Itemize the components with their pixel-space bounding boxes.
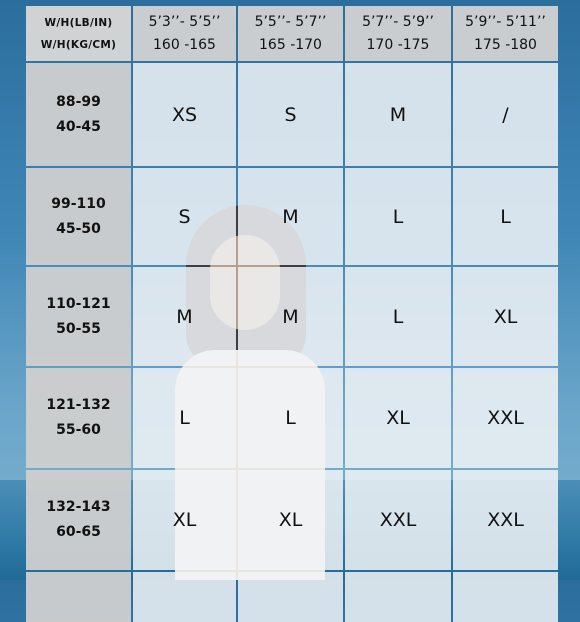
height-imperial: 5’3’’- 5’5’’	[148, 13, 221, 30]
size-cell: L	[133, 368, 236, 468]
size-cell: M	[133, 267, 236, 366]
size-cell: S	[238, 63, 343, 166]
weight-header-4	[26, 368, 131, 468]
weight-header-1	[26, 63, 131, 166]
corner-line-metric: W/H(KG/CM)	[40, 38, 117, 51]
size-cell: S	[133, 168, 236, 265]
size-cell: L	[345, 267, 451, 366]
size-cell: XXL	[453, 470, 558, 570]
height-header-2	[238, 6, 343, 61]
weight-kg: 40-45	[56, 118, 101, 135]
weight-header-3	[26, 267, 131, 366]
size-cell: XL	[345, 368, 451, 468]
size-cell: /	[453, 63, 558, 166]
weight-lb: 99-110	[51, 195, 106, 212]
corner-header	[26, 6, 131, 61]
height-imperial: 5’7’’- 5’9’’	[362, 13, 434, 30]
height-metric: 175 -180	[474, 36, 537, 53]
weight-lb: 110-121	[46, 295, 111, 312]
size-cell: M	[345, 63, 451, 166]
size-cell: XXL	[345, 470, 451, 570]
height-header-3	[345, 6, 451, 61]
weight-header-5	[26, 470, 131, 570]
size-cell: L	[238, 368, 343, 468]
weight-lb: 121-132	[46, 397, 111, 413]
height-metric: 160 -165	[153, 36, 216, 53]
weight-kg: 45-50	[56, 220, 101, 237]
height-metric: 165 -170	[259, 36, 322, 53]
height-imperial: 5’5’’- 5’7’’	[254, 13, 327, 30]
size-cell: XL	[453, 267, 558, 366]
weight-lb: 132-143	[46, 499, 111, 515]
size-cell: M	[238, 168, 343, 265]
weight-kg: 55-60	[56, 422, 101, 438]
height-header-4	[453, 6, 558, 61]
corner-line-imperial: W/H(LB/IN)	[44, 16, 113, 29]
weight-lb: 88-99	[56, 93, 101, 110]
weight-kg: 60-65	[56, 524, 101, 540]
size-cell: XL	[238, 470, 343, 570]
size-chart-table	[26, 6, 554, 622]
size-cell: L	[345, 168, 451, 265]
height-header-1	[133, 6, 236, 61]
weight-kg: 50-55	[56, 320, 101, 337]
size-cell: XXL	[453, 368, 558, 468]
height-metric: 170 -175	[366, 36, 430, 53]
size-cell: XS	[133, 63, 236, 166]
size-cell: XL	[133, 470, 236, 570]
size-cell: L	[453, 168, 558, 265]
size-cell: M	[238, 267, 343, 366]
height-imperial: 5’9’’- 5’11’’	[465, 13, 546, 30]
weight-header-2	[26, 168, 131, 265]
